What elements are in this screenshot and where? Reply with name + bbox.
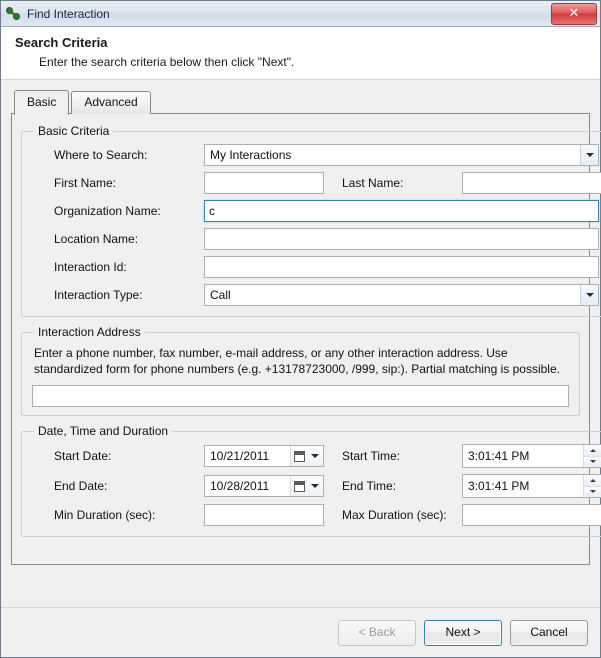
chevron-down-icon[interactable] (307, 446, 323, 466)
location-name-row (32, 228, 601, 250)
where-to-search-row (32, 144, 601, 166)
organization-name-input[interactable] (204, 200, 599, 222)
next-button[interactable]: Next > (424, 620, 502, 646)
end-time-label: End Time: (342, 479, 397, 493)
end-date-value: 10/28/2011 (210, 479, 270, 493)
end-row (32, 474, 601, 498)
where-to-search-label: Where to Search: (54, 148, 148, 162)
start-time-label: Start Time: (342, 449, 401, 463)
name-row (32, 172, 601, 194)
basic-criteria-legend: Basic Criteria (38, 124, 110, 138)
interaction-id-row (32, 256, 601, 278)
close-icon[interactable]: ✕ (551, 3, 597, 25)
chevron-down-icon[interactable] (580, 145, 598, 165)
where-to-search-value: My Interactions (210, 148, 292, 162)
interaction-type-row (32, 284, 601, 306)
spin-up-icon[interactable] (584, 475, 601, 487)
date-time-duration-group (21, 424, 601, 537)
end-time-value: 3:01:41 PM (468, 479, 530, 493)
tab-panel-basic (11, 113, 590, 565)
date-time-duration-legend: Date, Time and Duration (38, 424, 169, 438)
dialog-footer (1, 607, 600, 657)
start-time-stepper[interactable] (462, 444, 601, 468)
interaction-id-input[interactable] (204, 256, 599, 278)
interaction-type-select[interactable] (204, 284, 599, 306)
page-subtitle: Enter the search criteria below then click "Next". (39, 55, 295, 69)
where-to-search-select[interactable] (204, 144, 599, 166)
last-name-input[interactable] (462, 172, 601, 194)
first-name-input[interactable] (204, 172, 324, 194)
dialog-header (1, 27, 600, 80)
window-title: Find Interaction (27, 6, 110, 21)
interaction-address-group (21, 325, 580, 416)
page-title: Search Criteria (15, 35, 108, 50)
min-duration-label: Min Duration (sec): (54, 508, 156, 522)
end-time-spin-buttons[interactable] (583, 475, 601, 497)
start-time-spin-buttons[interactable] (583, 445, 601, 467)
organization-name-label: Organization Name: (54, 204, 161, 218)
start-date-value: 10/21/2011 (210, 449, 270, 463)
location-name-label: Location Name: (54, 232, 139, 246)
interaction-address-input[interactable] (32, 385, 569, 407)
interaction-icon (6, 6, 22, 22)
location-name-input[interactable] (204, 228, 599, 250)
end-time-stepper[interactable] (462, 474, 601, 498)
dialog-body (1, 80, 600, 607)
interaction-address-legend: Interaction Address (38, 325, 141, 339)
start-date-label: Start Date: (54, 449, 112, 463)
chevron-down-icon[interactable] (307, 476, 323, 496)
basic-criteria-group (21, 124, 601, 317)
spin-down-icon[interactable] (584, 457, 601, 468)
first-name-label: First Name: (54, 176, 117, 190)
start-time-value: 3:01:41 PM (468, 449, 530, 463)
end-date-picker[interactable] (204, 475, 324, 497)
interaction-id-label: Interaction Id: (54, 260, 127, 274)
tab-basic[interactable]: Basic (14, 90, 69, 115)
spin-up-icon[interactable] (584, 445, 601, 457)
spin-down-icon[interactable] (584, 487, 601, 498)
interaction-type-label: Interaction Type: (54, 288, 143, 302)
interaction-type-value: Call (210, 288, 231, 302)
tab-advanced[interactable]: Advanced (71, 91, 150, 114)
start-row (32, 444, 601, 468)
back-button[interactable]: < Back (338, 620, 416, 646)
title-bar (1, 1, 600, 27)
calendar-icon[interactable] (290, 476, 307, 496)
duration-row (32, 504, 601, 526)
interaction-address-help: Enter a phone number, fax number, e-mail address, or any other interaction address. Use standardized form for phone numbers (e.g. +13178723000, /999, sip:). Partial matching is possible. (34, 346, 560, 376)
last-name-label: Last Name: (342, 176, 404, 190)
cancel-button[interactable]: Cancel (510, 620, 588, 646)
start-date-picker[interactable] (204, 445, 324, 467)
min-duration-input[interactable] (204, 504, 324, 526)
calendar-icon[interactable] (290, 446, 307, 466)
end-date-label: End Date: (54, 479, 108, 493)
max-duration-input[interactable] (462, 504, 601, 526)
organization-name-row (32, 200, 601, 222)
tab-strip (11, 90, 590, 114)
chevron-down-icon[interactable] (580, 285, 598, 305)
max-duration-label: Max Duration (sec): (342, 508, 447, 522)
